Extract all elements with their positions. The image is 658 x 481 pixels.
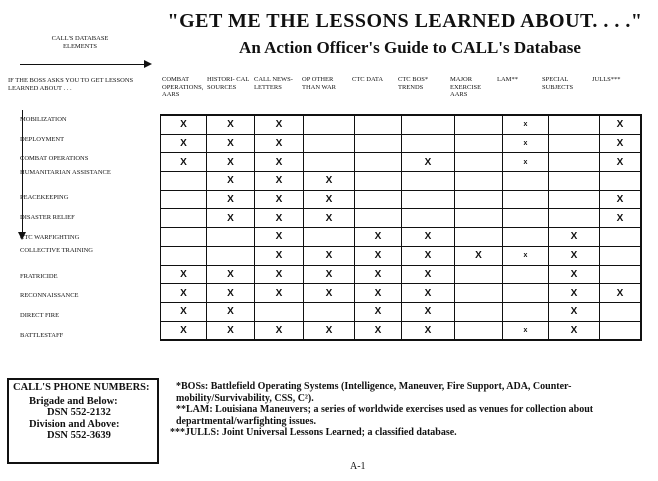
table-cell xyxy=(161,172,207,191)
table-cell: X xyxy=(304,321,355,340)
table-cell xyxy=(161,190,207,209)
table-cell xyxy=(304,134,355,153)
table-cell xyxy=(503,302,549,321)
table-cell xyxy=(503,209,549,228)
table-cell: X xyxy=(161,153,207,172)
table-cell: X xyxy=(549,246,600,265)
table-cell xyxy=(600,246,642,265)
table-cell: X xyxy=(355,246,402,265)
table-cell: X xyxy=(600,134,642,153)
footnote-lam: **LAM: Louisiana Maneuvers; a series of worldwide exercises used as venues for collection about departmental/warfighting issues. xyxy=(176,404,594,427)
table-cell: X xyxy=(207,321,255,340)
table-cell xyxy=(503,265,549,284)
table-row xyxy=(161,246,642,265)
table-cell: X xyxy=(402,302,455,321)
table-cell: X xyxy=(402,228,455,247)
table-cell xyxy=(161,228,207,247)
row-label: BATTLESTAFF xyxy=(20,331,64,339)
table-cell: X xyxy=(304,284,355,303)
row-label: MOBILIZATION xyxy=(20,116,67,123)
row-label: COMBAT OPERATIONS xyxy=(20,155,89,163)
table-cell: X xyxy=(355,321,402,340)
table-cell: X xyxy=(255,190,304,209)
right-arrow-icon xyxy=(20,64,150,65)
table-cell xyxy=(402,209,455,228)
table-row xyxy=(161,153,642,172)
table-cell: X xyxy=(207,153,255,172)
table-cell xyxy=(600,172,642,191)
boss-asks-label: IF THE BOSS ASKS YOU TO GET LESSONS LEARNED ABOUT . . . xyxy=(8,77,134,92)
table-cell: X xyxy=(255,321,304,340)
table-cell xyxy=(600,302,642,321)
page-title: "GET ME THE LESSONS LEARNED ABOUT. . . ." xyxy=(167,10,643,32)
table-cell xyxy=(455,209,503,228)
column-header: COMBAT OPERATIONS, AARS xyxy=(162,76,204,98)
phone-numbers-box xyxy=(7,378,159,464)
table-cell xyxy=(549,209,600,228)
table-cell xyxy=(455,228,503,247)
column-header: CTC BOS* TRENDS xyxy=(398,76,429,91)
footnote-bos: *BOSs: Battlefield Operating Systems (Intelligence, Maneuver, Fire Support, ADA, Counter-mobility/Survivability, CSS, C²). xyxy=(176,381,572,404)
table-cell: X xyxy=(255,153,304,172)
table-cell: X xyxy=(161,265,207,284)
table-row xyxy=(161,115,642,134)
table-cell: X xyxy=(161,321,207,340)
table-cell xyxy=(207,228,255,247)
table-cell: X xyxy=(207,172,255,191)
table-cell xyxy=(549,153,600,172)
table-cell: X xyxy=(255,172,304,191)
table-cell: X xyxy=(355,284,402,303)
table-cell: X xyxy=(549,321,600,340)
table-cell xyxy=(455,134,503,153)
column-header: SPECIAL SUBJECTS xyxy=(542,76,574,91)
table-cell: X xyxy=(207,265,255,284)
table-cell xyxy=(503,190,549,209)
column-header: LAM** xyxy=(497,76,518,83)
table-cell xyxy=(304,115,355,134)
page-subtitle: An Action Officer's Guide to CALL's Database xyxy=(239,38,581,57)
table-cell: X xyxy=(255,115,304,134)
database-elements-label: CALL'S DATABASE ELEMENTS xyxy=(51,35,109,50)
table-cell xyxy=(355,209,402,228)
table-cell xyxy=(600,228,642,247)
table-cell: X xyxy=(600,153,642,172)
table-cell: x xyxy=(503,115,549,134)
table-cell xyxy=(207,246,255,265)
table-cell: X xyxy=(207,284,255,303)
table-cell: X xyxy=(600,209,642,228)
table-cell xyxy=(455,153,503,172)
table-cell xyxy=(355,115,402,134)
table-cell xyxy=(304,302,355,321)
page-number: A-1 xyxy=(350,461,366,472)
table-cell: X xyxy=(255,265,304,284)
table-cell: X xyxy=(549,228,600,247)
table-cell xyxy=(549,115,600,134)
row-label: RECONNAISSANCE xyxy=(20,292,79,300)
table-cell: X xyxy=(402,265,455,284)
column-header: CTC DATA xyxy=(352,76,384,83)
table-cell: X xyxy=(402,321,455,340)
table-cell xyxy=(549,190,600,209)
phone-brigade-number: DSN 552-2132 xyxy=(47,407,111,418)
row-label: DIRECT FIRE xyxy=(20,312,60,319)
table-cell: X xyxy=(402,284,455,303)
table-cell xyxy=(503,228,549,247)
table-cell: X xyxy=(402,246,455,265)
column-header: JULLS*** xyxy=(592,76,621,83)
table-cell: X xyxy=(304,246,355,265)
table-cell xyxy=(455,190,503,209)
table-cell xyxy=(402,134,455,153)
table-cell xyxy=(455,265,503,284)
table-cell xyxy=(304,228,355,247)
row-label: COLLECTIVE TRAINING xyxy=(20,247,93,255)
table-row xyxy=(161,209,642,228)
row-label: HUMANITARIAN ASSISTANCE xyxy=(20,168,111,176)
table-cell: X xyxy=(255,228,304,247)
table-cell xyxy=(161,246,207,265)
table-cell: x xyxy=(503,153,549,172)
table-cell: X xyxy=(304,190,355,209)
table-cell: X xyxy=(355,228,402,247)
table-row xyxy=(161,284,642,303)
table-row xyxy=(161,190,642,209)
table-cell: X xyxy=(600,284,642,303)
table-cell xyxy=(402,190,455,209)
table-cell xyxy=(304,153,355,172)
table-cell: x xyxy=(503,321,549,340)
table-cell xyxy=(455,302,503,321)
column-header: CALL NEWS- LETTERS xyxy=(254,76,293,91)
table-cell: X xyxy=(549,265,600,284)
table-cell xyxy=(455,321,503,340)
table-cell xyxy=(503,284,549,303)
row-label: DEPLOYMENT xyxy=(20,135,65,143)
table-cell xyxy=(455,172,503,191)
table-row xyxy=(161,321,642,340)
table-cell: X xyxy=(304,209,355,228)
table-cell: x xyxy=(503,134,549,153)
table-cell xyxy=(402,172,455,191)
table-cell: X xyxy=(207,302,255,321)
footnote-julls: ***JULLS: Joint Universal Lessons Learned; a classified database. xyxy=(170,427,457,438)
row-label: PEACEKEEPING xyxy=(20,194,69,202)
table-cell: X xyxy=(255,134,304,153)
table-cell: X xyxy=(255,284,304,303)
phone-heading: CALL'S PHONE NUMBERS: xyxy=(13,382,150,393)
table-cell: X xyxy=(600,190,642,209)
table-cell xyxy=(549,172,600,191)
table-cell xyxy=(503,172,549,191)
table-cell xyxy=(455,284,503,303)
table-cell: X xyxy=(255,209,304,228)
table-cell xyxy=(255,302,304,321)
table-cell xyxy=(161,209,207,228)
table-cell: X xyxy=(304,265,355,284)
table-cell: x xyxy=(503,246,549,265)
footnotes xyxy=(170,381,650,439)
phone-division-number: DSN 552-3639 xyxy=(47,430,111,441)
table-cell xyxy=(355,134,402,153)
table-cell: X xyxy=(402,153,455,172)
phone-brigade-label: Brigade and Below: xyxy=(29,395,118,407)
column-header: OP OTHER THAN WAR xyxy=(302,76,337,91)
table-cell: X xyxy=(549,284,600,303)
table-cell: X xyxy=(304,172,355,191)
table-cell: X xyxy=(600,115,642,134)
table-cell xyxy=(355,153,402,172)
column-header: MAJOR EXERCISE AARS xyxy=(450,76,482,98)
table-cell xyxy=(355,172,402,191)
table-cell: X xyxy=(161,115,207,134)
table-cell: X xyxy=(161,284,207,303)
table-cell: X xyxy=(207,134,255,153)
phone-division-label: Division and Above: xyxy=(29,418,120,430)
row-label: FRATRICIDE xyxy=(20,272,58,280)
table-cell: X xyxy=(549,302,600,321)
row-label: CTC WARFIGHTING xyxy=(20,233,80,241)
table-cell: X xyxy=(207,209,255,228)
table-row xyxy=(161,302,642,321)
table-cell: X xyxy=(207,190,255,209)
table-cell xyxy=(549,134,600,153)
table-cell xyxy=(455,115,503,134)
table-cell xyxy=(600,265,642,284)
table-row xyxy=(161,265,642,284)
database-matrix xyxy=(160,114,642,341)
table-cell: X xyxy=(455,246,503,265)
table-row xyxy=(161,134,642,153)
table-cell: X xyxy=(207,115,255,134)
column-header: HISTORI- CAL SOURCES xyxy=(207,76,250,91)
row-label: DISASTER RELIEF xyxy=(20,214,75,221)
table-cell: X xyxy=(161,302,207,321)
table-cell xyxy=(355,190,402,209)
table-cell xyxy=(402,115,455,134)
table-row xyxy=(161,172,642,191)
table-cell: X xyxy=(355,265,402,284)
table-cell: X xyxy=(161,134,207,153)
table-cell xyxy=(600,321,642,340)
table-cell: X xyxy=(355,302,402,321)
table-row xyxy=(161,228,642,247)
table-cell: X xyxy=(255,246,304,265)
